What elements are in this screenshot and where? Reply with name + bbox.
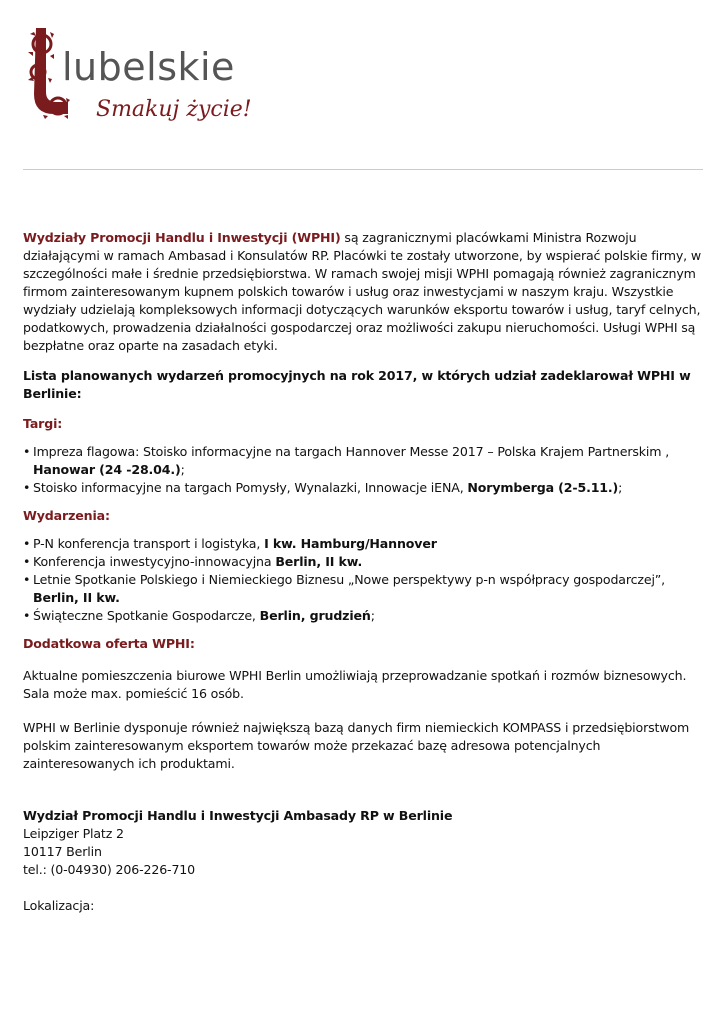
events-list-title: Lista planowanych wydarzeń promocyjnych na rok 2017, w których udział zadeklarował WPHI w Berlinie: (23, 368, 691, 401)
contact-city: 10117 Berlin (23, 844, 102, 859)
offer-paragraph-2: WPHI w Berlinie dysponuje również największą bazą danych firm niemieckich KOMPASS i przedsiębiorstwom polskim zainteresowanym eksportem towarów może przekazać bazę adresowa potencjalnych zainteresowanych ich produktami. (23, 720, 690, 771)
events-heading: Wydarzenia: (23, 508, 110, 523)
logo-brand: lubelskie (62, 45, 235, 89)
article-body (23, 229, 703, 915)
contact-title: Wydział Promocji Handlu i Inwestycji Ambasady RP w Berlinie (23, 808, 453, 823)
list-item: • Świąteczne Spotkanie Gospodarcze, Berlin, grudzień; (23, 607, 703, 625)
list-item: • Konferencja inwestycyjno-innowacyjna Berlin, II kw. (23, 553, 703, 571)
logo-tagline: Smakuj życie! (96, 97, 252, 122)
contact-block (23, 807, 703, 915)
events-list (23, 535, 703, 625)
offer-heading: Dodatkowa oferta WPHI: (23, 636, 195, 651)
list-item: • P-N konferencja transport i logistyka, I kw. Hamburg/Hannover (23, 535, 703, 553)
contact-phone: tel.: (0-04930) 206-226-710 (23, 862, 196, 877)
offer-paragraph-1: Aktualne pomieszczenia biurowe WPHI Berlin umożliwiają przeprowadzanie spotkań i rozmów biznesowych. Sala może max. pomieścić 16 osób. (23, 668, 687, 701)
lubelskie-logo (24, 22, 256, 132)
header-divider (23, 169, 703, 170)
fairs-list (23, 443, 703, 497)
intro-paragraph (23, 229, 703, 355)
fairs-heading: Targi: (23, 416, 63, 431)
list-item: • Impreza flagowa: Stoisko informacyjne na targach Hannover Messe 2017 – Polska Krajem Partnerskim , Hanowar (24 -28.04.); (23, 443, 703, 479)
intro-highlight: Wydziały Promocji Handlu i Inwestycji (WPHI) (23, 230, 341, 245)
list-item: • Letnie Spotkanie Polskiego i Niemieckiego Biznesu „Nowe perspektywy p-n współpracy gospodarczej”, Berlin, II kw. (23, 571, 703, 607)
location-label: Lokalizacja: (23, 898, 95, 913)
list-item: • Stoisko informacyjne na targach Pomysły, Wynalazki, Innowacje iENA, Norymberga (2-5.11.); (23, 479, 703, 497)
intro-text: są zagranicznymi placówkami Ministra Rozwoju działającymi w ramach Ambasad i Konsulatów RP. Placówki te zostały utworzone, by wspierać polskie firmy, w szczególności małe i średnie przedsiębiorstwa. W ramach swojej misji WPHI pomagają również zagranicznym firmom zainteresowanym kupnem polskich towarów i usług oraz inwestycjami w naszym kraju. Wszystkie wydziały udzielają kompleksowych informacji dotyczących warunków eksportu towarów i usług, taryf celnych, podatkowych, prowadzenia działalności gospodarczej oraz możliwości zakupu nieruchomości. Usługi WPHI są bezpłatne oraz oparte na zasadach etyki. (23, 230, 701, 353)
contact-street: Leipziger Platz 2 (23, 826, 124, 841)
